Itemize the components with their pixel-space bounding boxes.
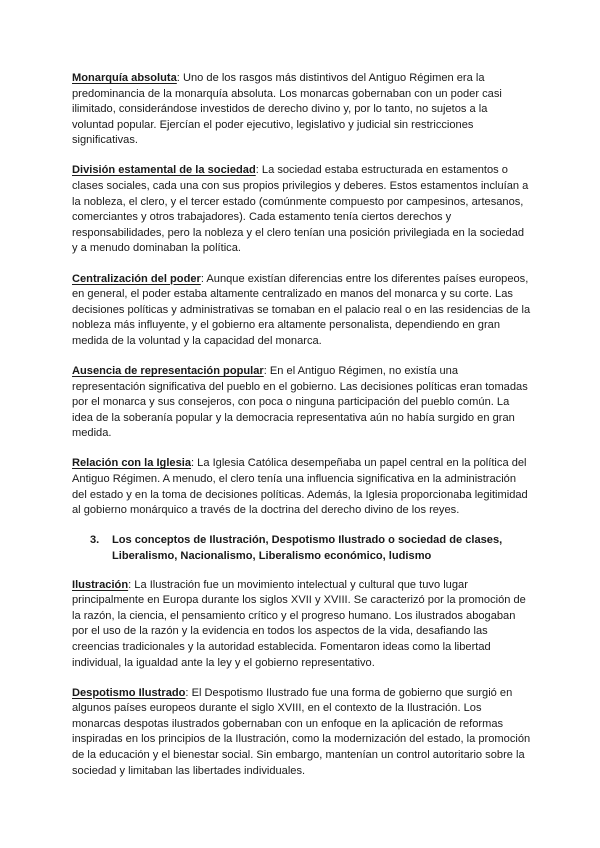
paragraph-relacion-iglesia: [72, 456, 532, 518]
term-relacion-iglesia: Relación con la Iglesia: [72, 457, 191, 470]
paragraph-text: : La Iglesia Católica desempeñaba un papel central en la política del Antiguo Régimen. A menudo, el clero tenía una influencia significativa en la administración del estado y en la toma de decisiones políticas. Además, la Iglesia proporcionaba legitimidad al gobierno monárquico a través de la doctrina del derecho divino de los reyes.: [72, 457, 528, 517]
term-division-estamental: División estamental de la sociedad: [72, 164, 256, 177]
term-ausencia-representacion: Ausencia de representación popular: [72, 365, 264, 377]
paragraph-text: : Aunque existían diferencias entre los diferentes países europeos, en general, el poder estaba altamente centralizado en manos del monarca y su corte. Las decisiones políticas y administrativas se tomaban en el palacio real o en las residencias de la nobleza más influyente, y el gobierno era altamente personalista, dependiendo en gran medida de la voluntad y la capacidad del monarca.: [72, 272, 531, 347]
paragraph-centralizacion-del-poder: [72, 272, 532, 350]
paragraph-ilustracion: [72, 578, 532, 672]
term-monarquia-absoluta: Monarquía absoluta: [72, 72, 177, 84]
paragraph-text: : La Ilustración fue un movimiento intelectual y cultural que tuvo lugar principalmente en Europa durante los siglos XVII y XVIII. Se caracterizó por la promoción de la razón, la ciencia, el pensamiento crítico y el progreso humano. Los ilustrados abogaban por el uso de la razón y la evidencia en todos los aspectos de la vida, desafiando las creencias tradicionales y la autoridad establecida. Fomentaron ideas como la libertad individual, la igualdad ante la ley y el gobierno representativo.: [72, 578, 526, 669]
paragraph-division-estamental: [72, 163, 532, 257]
heading-number: 3.: [90, 534, 100, 547]
section-heading: [90, 533, 532, 564]
paragraph-despotismo-ilustrado: [72, 686, 532, 780]
paragraph-text: : El Despotismo Ilustrado fue una forma de gobierno que surgió en algunos países europeos durante el siglo XVIII, en el contexto de la Ilustración. Los monarcas despotas ilustrados gobernaban con un enfoque en la aplicación de reformas inspiradas en los principios de la Ilustración, como la modernización del estado, la promoción de la educación y el bienestar social. Sin embargo, mantenían un control autoritario sobre la sociedad y limitaban las libertades individuales.: [72, 686, 531, 777]
paragraph-text: : La sociedad estaba estructurada en estamentos o clases sociales, cada una con sus propios privilegios y deberes. Estos estamentos incluían a la nobleza, el clero, y el tercer estado (comúnmente compuesto por campesinos, artesanos, comerciantes y otros trabajadores). Cada estamento tenía ciertos derechos y responsabilidades, pero la nobleza y el clero tenían una posición privilegiada en la sociedad y a menudo dominaban la política.: [72, 164, 529, 255]
paragraph-text: : En el Antiguo Régimen, no existía una representación significativa del pueblo en el gobierno. Las decisiones políticas eran tomadas por el monarca y sus consejeros, con poca o ninguna participación del pueblo común. La idea de la soberanía popular y la democracia representativa aún no había surgido en gran medida.: [72, 365, 528, 440]
term-ilustracion: Ilustración: [72, 578, 129, 591]
heading-text: Los conceptos de Ilustración, Despotismo Ilustrado o sociedad de clases, Liberalismo, Nacionalismo, Liberalismo económico, ludismo: [112, 534, 503, 562]
document-page: [72, 71, 532, 794]
paragraph-text: : Uno de los rasgos más distintivos del Antiguo Régimen era la predominancia de la monarquía absoluta. Los monarcas gobernaban con un poder casi ilimitado, considerándose investidos de derecho divino y, por lo tanto, no sujetos a la voluntad popular. Ejercían el poder ejecutivo, legislativo y judicial sin restricciones significativas.: [72, 72, 502, 147]
term-despotismo-ilustrado: Despotismo Ilustrado: [72, 686, 186, 699]
paragraph-monarquia-absoluta: [72, 71, 532, 149]
term-centralizacion-del-poder: Centralización del poder: [72, 272, 201, 285]
paragraph-ausencia-representacion: [72, 364, 532, 442]
